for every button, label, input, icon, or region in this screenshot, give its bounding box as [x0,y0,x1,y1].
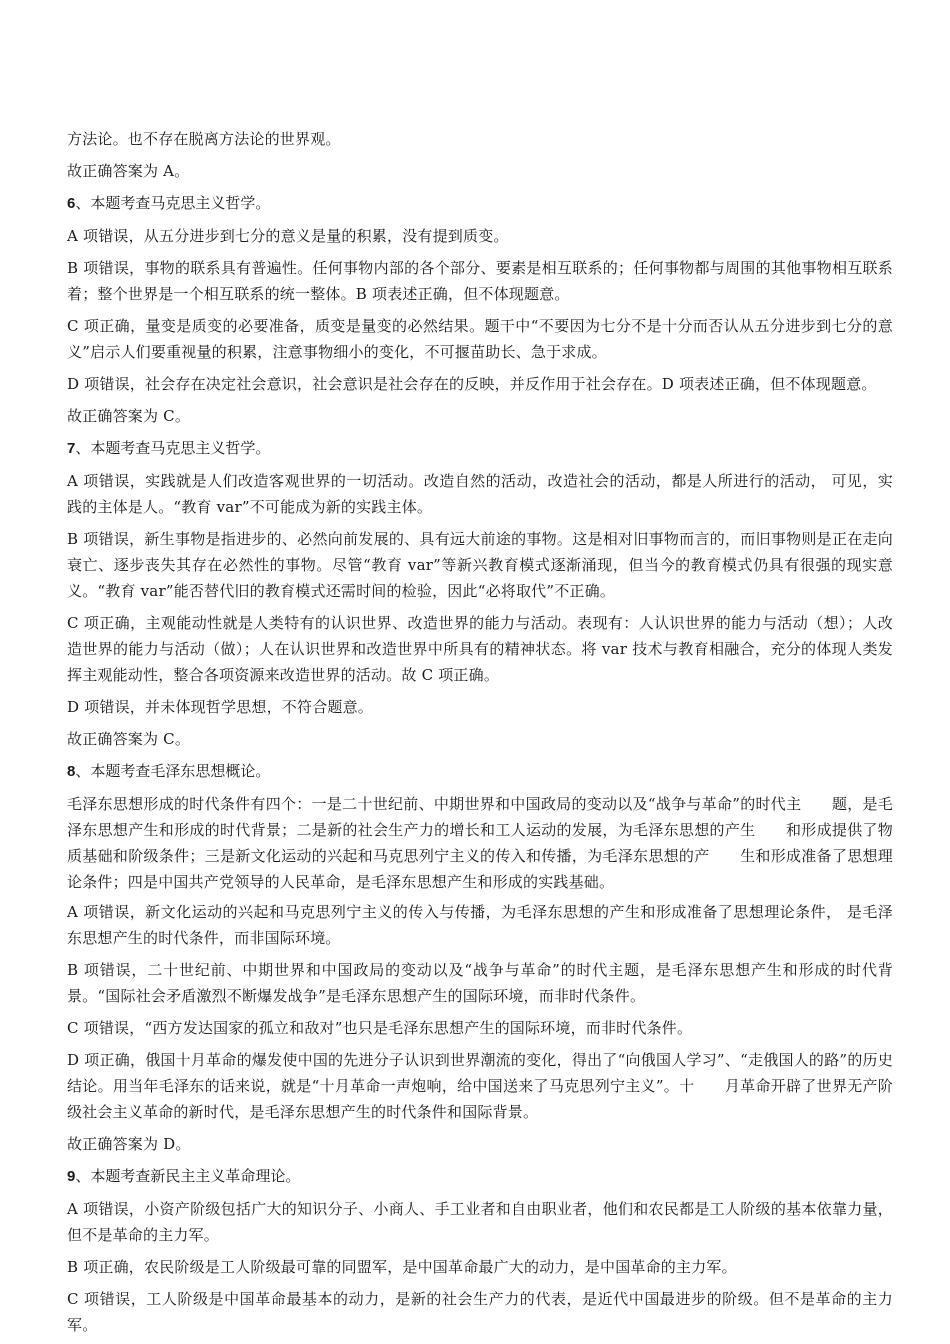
q9-option-c: C 项错误，工人阶级是中国革命最基本的动力，是新的社会生产力的代表，是近代中国最进步的阶级。但不是革命的主力军。 [67,1290,893,1334]
q7-option-c: C 项正确，主观能动性就是人类特有的认识世界、改造世界的能力与活动。表现有：人认识世界的能力与活动（想）；人改造世界的能力与活动（做）；人在认识世界和改造世界中所具有的精神状态。将 var 技术与教育相融合，充分的体现人类发挥主观能动性，整合各项资源来改造世界的活动。故 C 项正确。 [67,614,893,684]
document-page [67,126,893,1344]
q8-option-c: C 项错误，“西方发达国家的孤立和敌对”也只是毛泽东思想产生的国际环境，而非时代条件。 [67,1019,693,1037]
paragraph-methodology: 方法论。也不存在脱离方法论的世界观。 [67,130,341,148]
question-6-number: 6 [67,195,76,212]
question-9-title: 、本题考查新民主主义革命理论。 [75,1167,301,1185]
q9-option-b: B 项正确，农民阶级是工人阶级最可靠的同盟军，是中国革命最广大的动力，是中国革命的主力军。 [67,1258,737,1276]
question-8-heading [67,758,893,785]
q9-option-a: A 项错误，小资产阶级包括广大的知识分子、小商人、手工业者和自由职业者，他们和农民都是工人阶级的基本依靠力量，但不是革命的主力军。 [67,1200,893,1244]
question-8-title: 、本题考查毛泽东思想概论。 [75,762,271,780]
q6-option-b: B 项错误，事物的联系具有普遍性。任何事物内部的各个部分、要素是相互联系的；任何事物都与周围的其他事物相互联系着；整个世界是一个相互联系的统一整体。B 项表述正确，但不体现题意。 [67,259,893,303]
question-6-heading [67,190,893,217]
answer-q8: 故正确答案为 D。 [67,1135,191,1153]
question-6-title: 、本题考查马克思主义哲学。 [75,194,271,212]
answer-q6: 故正确答案为 C。 [67,407,191,425]
q8-option-a: A 项错误，新文化运动的兴起和马克思列宁主义的传入与传播，为毛泽东思想的产生和形成准备了思想理论条件， 是毛泽东思想产生的时代条件，而非国际环境。 [67,903,893,947]
question-9-number: 9 [67,1168,76,1185]
question-7-heading [67,435,893,462]
question-9-heading [67,1163,893,1190]
q6-option-d: D 项错误，社会存在决定社会意识，社会意识是社会存在的反映，并反作用于社会存在。D 项表述正确，但不体现题意。 [67,375,877,393]
question-7-title: 、本题考查马克思主义哲学。 [75,439,271,457]
q8-option-d: D 项正确，俄国十月革命的爆发使中国的先进分子认识到世界潮流的变化，得出了“向俄国人学习”、“走俄国人的路”的历史结论。用当年毛泽东的话来说，就是“十月革命一声炮响，给中国送来了马克思列宁主义”。十 月革命开辟了世界无产阶级社会主义革命的新时代，是毛泽东思想产生的时代条件和国际背景。 [67,1051,893,1121]
q8-option-b: B 项错误，二十世纪前、中期世界和中国政局的变动以及“战争与革命”的时代主题，是毛泽东思想产生和形成的时代背景。“国际社会矛盾激烈不断爆发战争”是毛泽东思想产生的国际环境，而非时代条件。 [67,961,893,1005]
q8-intro: 毛泽东思想形成的时代条件有四个：一是二十世纪前、中期世界和中国政局的变动以及“战争与革命”的时代主 题，是毛泽东思想产生和形成的时代背景；二是新的社会生产力的增长和工人运动的发展，为毛泽东思想的产生 和形成提供了物质基础和阶级条件；三是新文化运动的兴起和马克思列宁主义的传入和传播，为毛泽东思想的产 生和形成准备了思想理论条件；四是中国共产党领导的人民革命，是毛泽东思想产生和形成的实践基础。 [67,795,893,891]
answer-q7: 故正确答案为 C。 [67,730,191,748]
question-8-number: 8 [67,763,76,780]
q7-option-b: B 项错误，新生事物是指进步的、必然向前发展的、具有远大前途的事物。这是相对旧事物而言的，而旧事物则是正在走向衰亡、逐步丧失其存在必然性的事物。尽管“教育 var”等新兴教育模式逐渐涌现，但当今的教育模式仍具有很强的现实意义。“教育 var”能否替代旧的教育模式还需时间的检验，因此“必将取代”不正确。 [67,530,893,600]
q6-option-c: C 项正确，量变是质变的必要准备，质变是量变的必然结果。题干中“不要因为七分不是十分而否认从五分进步到七分的意义”启示人们要重视量的积累，注意事物细小的变化，不可揠苗助长、急于求成。 [67,317,893,361]
answer-q5: 故正确答案为 A。 [67,162,190,180]
q7-option-d: D 项错误，并未体现哲学思想，不符合题意。 [67,698,373,716]
question-7-number: 7 [67,440,76,457]
q6-option-a: A 项错误，从五分进步到七分的意义是量的积累，没有提到质变。 [67,227,509,245]
q7-option-a: A 项错误，实践就是人们改造客观世界的一切活动。改造自然的活动，改造社会的活动，都是人所进行的活动， 可见，实践的主体是人。“教育 var”不可能成为新的实践主体。 [67,472,893,516]
